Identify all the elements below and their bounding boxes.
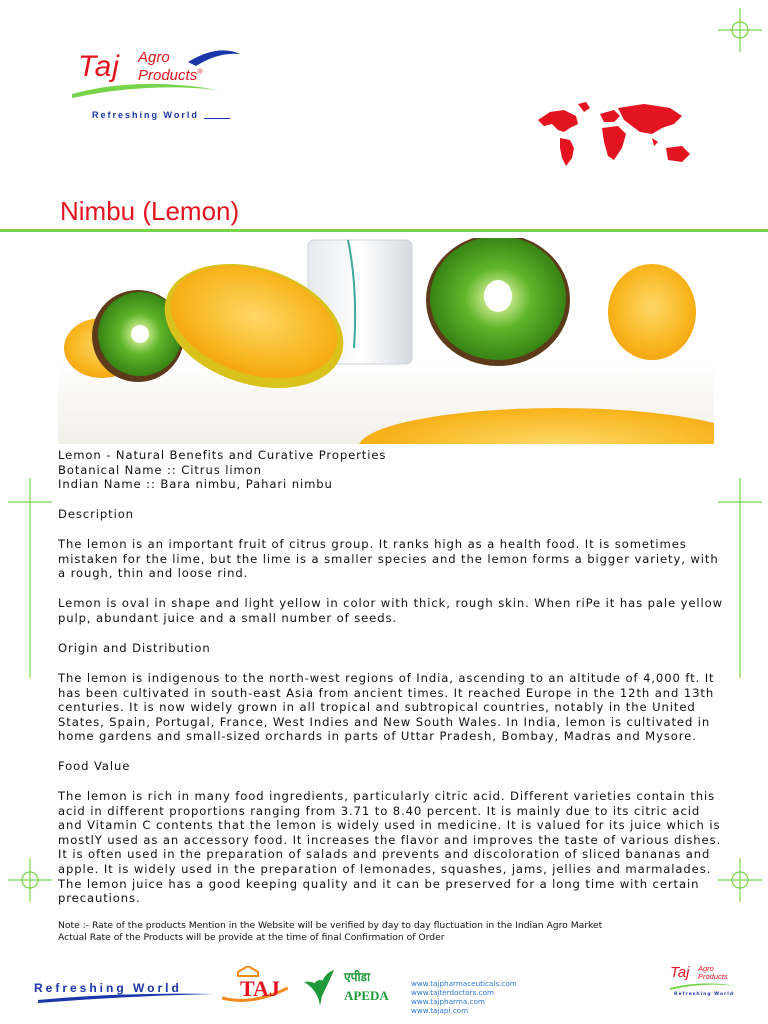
footer-link[interactable]: www.tajterdoctors.com [411,988,495,997]
apeda-logo[interactable] [300,966,390,1012]
header-tagline: Refreshing World [92,110,199,120]
note-line-2: Actual Rate of the Products will be provide at the time of final Confirmation of Order [58,932,445,943]
description-paragraph-1: The lemon is an important fruit of citrus group. It ranks high as a health food. It is sometimes mistaken for the lime, but the lime is a smaller species and the lemon forms a bigger variety, with a rough, thin and loose rind. [58,537,719,581]
intro-line-2: Botanical Name :: Citrus limon [58,462,262,477]
registration-mark-left [8,478,52,678]
intro-line-3: Indian Name :: Bara nimbu, Pahari nimbu [58,477,333,492]
intro-line-1: Lemon - Natural Benefits and Curative Properties [58,448,387,462]
taj-emblem-logo[interactable] [222,966,288,1006]
footer-link[interactable]: www.tajpharma.com [411,997,485,1006]
apeda-hindi-text: एपीडा [344,970,371,984]
taj-emblem-text: TAJ [240,976,280,1001]
footer-logo-taj: Taj [670,964,690,981]
food-value-heading: Food Value [58,759,131,773]
brand-logo[interactable] [68,46,248,126]
footer-logo-tagline: Refreshing World [674,992,735,997]
apeda-leaf-icon [300,966,340,1006]
footer-logo-agro: Agro Products [698,964,728,981]
intro-block [58,448,723,492]
footer-swoosh-icon [36,990,216,1004]
footer-tagline: Refreshing World [34,981,182,995]
world-map-icon [534,98,698,172]
logo-agro-text: Agro Products® [138,49,203,84]
fruits-illustration [58,238,714,444]
origin-heading: Origin and Distribution [58,641,211,655]
description-paragraph-2: Lemon is oval in shape and light yellow in color with thick, rough skin. When riPe it has pale yellow pulp, abundant juice and a small number of seeds. [58,596,724,625]
logo-taj-text: Taj [78,50,120,83]
tagline-underline [204,118,230,119]
registration-mark-right [718,478,762,678]
page-title: Nimbu (Lemon) [60,196,240,226]
title-divider [0,229,768,232]
description-heading: Description [58,507,134,521]
pricing-note [58,920,723,944]
registration-mark-bottom-right [718,858,762,902]
apeda-text: APEDA [344,988,389,1003]
note-line-1: Note :- Rate of the products Mention in the Website will be verified by day to day fluctuation in the Indian Agro Market [58,920,603,931]
footer-links [411,979,517,1015]
hero-image [58,238,714,444]
registration-mark-top-right [718,8,762,52]
footer-brand-logo[interactable] [666,964,746,1002]
food-value-paragraph: The lemon is rich in many food ingredients, particularly citric acid. Different varieties contain this acid in different proportions ranging from 3.71 to 8.40 percent. It is mainly due to its citric acid and Vitamin C contents that the lemon is widely used in medicine. It is valued for its juice which is mostlY used as an accessory food. It increases the flavor and improves the taste of various dishes. It is often used in the preparation of salads and prevents and discoloration of sliced bananas and apple. It is widely used in the preparation of lemonades, squashes, jams, jellies and marmalades. The lemon juice has a good keeping quality and it can be preserved for a long time with certain precautions. [58,789,722,906]
registration-mark-bottom-left [8,858,52,902]
footer-link[interactable]: www.tajapi.com [411,1006,469,1015]
footer-link[interactable]: www.tajpharmaceuticals.com [411,979,517,988]
origin-paragraph: The lemon is indigenous to the north-west regions of India, ascending to an altitude of 4,000 ft. It has been cultivated in south-east Asia from ancient times. It reached Europe in the 12th and 13th centuries. It is now widely grown in all tropical and subtropical countries, notably in the United States, Spain, Portugal, France, West Indies and New South Wales. In India, lemon is cultivated in home gardens and small-sized orchards in parts of Uttar Pradesh, Bombay, Madras and Mysore. [58,671,715,744]
